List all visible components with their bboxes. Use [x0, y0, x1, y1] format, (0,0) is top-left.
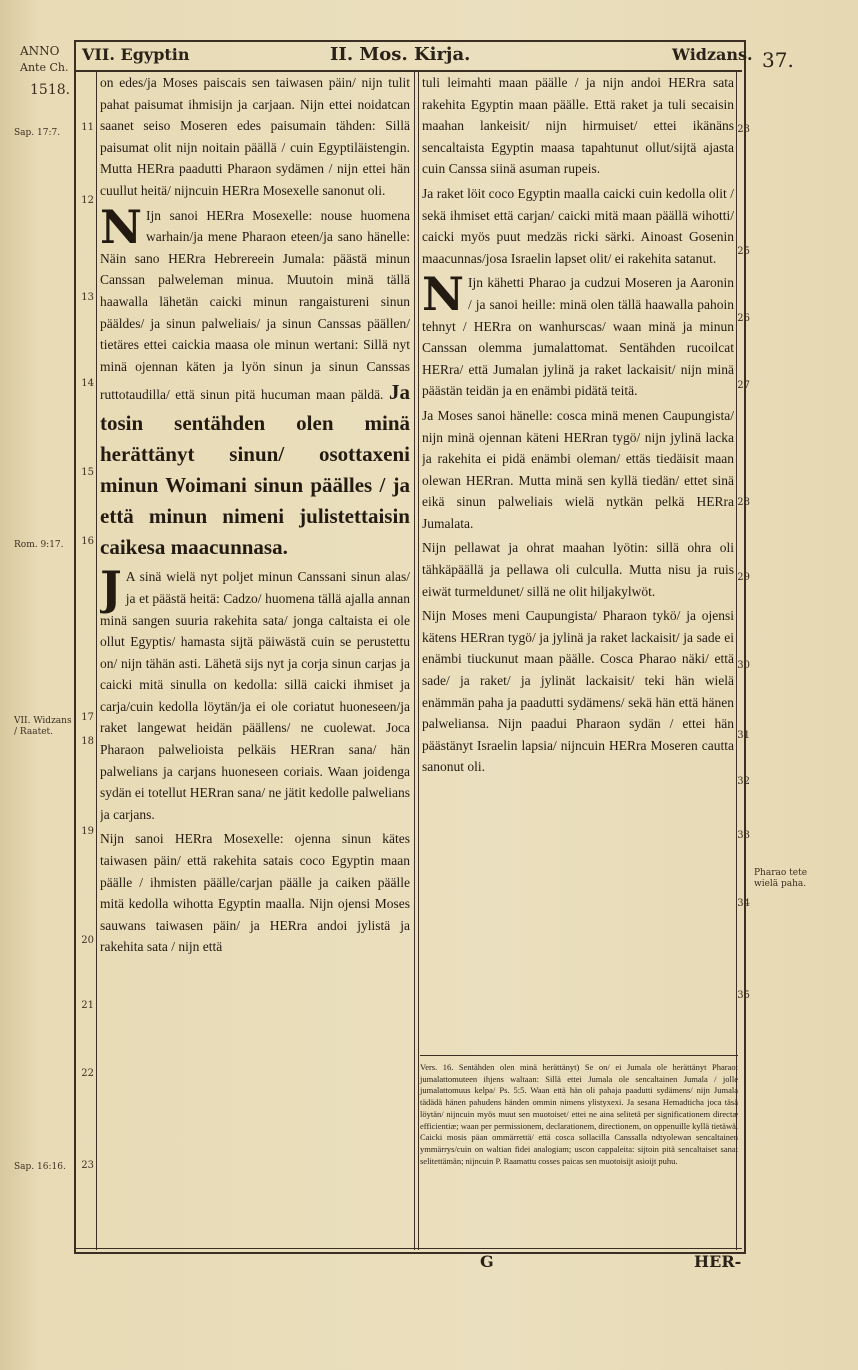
verse-number: 14	[81, 378, 94, 389]
verse-number: 30	[737, 660, 750, 671]
paragraph	[100, 561, 410, 825]
footnote-rule	[420, 1055, 738, 1056]
year-label: 1518.	[30, 82, 71, 98]
drop-cap: J	[100, 561, 122, 616]
verse-number: 20	[81, 935, 94, 946]
emphasized-verse: Ja tosin sentähden olen minä herättänyt sinun/ osottaxeni minun Woimani sinun päälles / ja että minun nimeni julistettaisin caikesa maacunnasa.	[100, 380, 410, 560]
verse-number: 15	[81, 467, 94, 478]
left-text-column	[100, 72, 410, 1242]
bottom-rule	[74, 1248, 742, 1249]
verse-number: 29	[737, 572, 750, 583]
margin-ref-pharao: Pharao tete wielä paha.	[754, 868, 808, 889]
verse-number: 16	[81, 536, 94, 547]
paragraph: tuli leimahti maan päälle / ja nijn andoi HERra sata rakehita Egyptin maan päälle. Että raket ja tuli secaisin maahan lankeisit/ nijn hirmuiset/ ettei ikänäns sencaltaista Egyptin maasa tapahtunut ollut/sijtä ajasta cuin Canssa siinä asuman rupeis.	[422, 75, 734, 177]
margin-ref-sap16: Sap. 16:16.	[14, 1162, 66, 1172]
paragraph	[100, 199, 410, 564]
paragraph: Ja Moses sanoi hänelle: cosca minä menen Caupungista/ nijn minä ojennan käteni HERran tygö/ nijn jylinä lacka ja rakehita ei pidä enämbi oleman/ ettäs tiedäisit maan olewan HERran. Mutta minä sen kyllä tiedän/ ettet sinä eikä sinun palweliais wielä nytkän pelkä HERra Jumalata.	[422, 407, 734, 531]
drop-cap: N	[422, 267, 465, 322]
column-divider	[414, 70, 415, 1250]
paragraph: Nijn Moses meni Caupungista/ Pharaon tykö/ ja ojensi kätens HERran tygö/ ja jylinä ja raket lackaisit/ ja sade ei enämbi tiuckunut maan päälle. Cosca Pharao näki/ että sade/ ja raket/ ja jylinät lackaisit/ teki hän wielä enämmän paha ja paadutti sydämens/ sekä hän että hänen palweliansa. Nijn paadui Pharaon sydän / ettei hän päästänyt Israelin lapsia/ nijncuin HERra Moseren cautta sanonut oli.	[422, 608, 734, 775]
verse-number: 26	[737, 313, 750, 324]
verse-number: 23	[81, 1160, 94, 1171]
verse-number: 23	[737, 124, 750, 135]
verse-number: 33	[737, 830, 750, 841]
verse-number: 35	[737, 990, 750, 1001]
verse-number: 13	[81, 292, 94, 303]
verse-number: 17	[81, 712, 94, 723]
running-head: Widzans.	[672, 45, 753, 64]
verse-number: 34	[737, 898, 750, 909]
ante-label: Ante Ch.	[20, 61, 69, 74]
book-title: II. Mos. Kirja.	[330, 44, 471, 65]
column-divider-inner	[418, 70, 419, 1250]
verse-number: 19	[81, 826, 94, 837]
anno-label: ANNO	[20, 44, 60, 58]
left-margin-rule	[96, 70, 97, 1250]
paragraph-text: Ijn sanoi HERra Mosexelle: nouse huomena warhain/ja mene Pharaon eteen/ja sano hänelle: Näin sano HERra Hebrereein Jumala: päästä minun Canssan palweleman minua. Muutoin minä tällä haawalla lähetän caicki minun rangaistureni sinun pääldes/ ja sinun palweliais/ ja sinun Canssas päällen/ tietäres ettei caickia maasa ole minun wertani: Sillä nyt minä ojennan käten ja lyön sinun ja sinun Canssas ruttotaudilla/ että sinun pitä hucuman maan päldä.	[100, 207, 410, 403]
verse-number: 18	[81, 736, 94, 747]
paragraph: Ja raket löit coco Egyptin maalla caicki cuin kedolla olit / sekä ihmiset että carjan/ caicki mitä maan päällä wihotti/ caicki myös puut medzäs ricki särki. Ainoast Gosenin maacunnas/josa Israelin lapset olit/ ei rakehita satanut.	[422, 185, 734, 266]
footnote: Vers. 16. Sentähden olen minä herättänyt) Se on/ ei Jumala ole herättänyt Pharaot jumalattomuteen ihjens waltaan: Sillä ettei Jumala ole sencaltainen Jumala / jolle jumalattomuus kelpa/ Ps. 5:5. Waan että hän oli pahaja paadutti sydämens/ nijn Jumala tädädä hänen pahudens händen ommin nimens ylistyxexi. Ja sesana Hemadticha joca täsä löytän/ nijncuin myös muut sen muotoiset/ ettei ne aina selitetä per significationem directæ efficientiæ; waan per permissionem, declarationem, directionem, on oppenuille kyllä tietäwä. Caicki mosis päan ommärrettä/ että cosca sollacilla Canssalla ndtyolewan sencaltainen ymmärrys/cuin on waltian fidei analogiam; uscon cappaleita: sijtoin pitä sencaltaiset sanat selitettämän; nijncuin P. Raamattu cosses paicas sen muotoisijt asioijt puhu.	[420, 1062, 738, 1166]
verse-number: 32	[737, 776, 750, 787]
signature-mark: G	[480, 1252, 494, 1271]
right-text-column	[422, 72, 734, 1052]
verse-number: 31	[737, 730, 750, 741]
paragraph	[422, 267, 734, 402]
verse-number: 27	[737, 380, 750, 391]
margin-ref-sap17: Sap. 17:7.	[14, 128, 61, 138]
drop-cap: N	[100, 199, 143, 254]
verse-number: 22	[81, 1068, 94, 1079]
verse-number: 11	[81, 122, 94, 133]
paragraph: Nijn sanoi HERra Mosexelle: ojenna sinun kätes taiwasen päin/ että rakehita satais coco Egyptin maan päälle / ihmisten päälle/carjan päälle ja caiken päälle mitä kedolla wihotta Egyptin maalla. Nijn ojensi Moses sauwans taiwasen päin/ ja HERra andoi jylistä ja rakehita sata / nijn että	[100, 831, 410, 955]
verse-number: 28	[737, 497, 750, 508]
paragraph: on edes/ja Moses paiscais sen taiwasen päin/ nijn tulit pahat paisumat ihmisijn ja carjaan. Nijn ettei noidatcan saanet seiso Moseren edes paisumain tähden: Sillä paisumat olit nijn noitain päällä / cuin Egyptiläistengin. Mutta HERra paadutti Pharaon sydämen / nijn ettei hän cuullut heitä/ nijncuin HERra Mosexelle sanonut oli.	[100, 75, 410, 198]
paragraph-text: Ijn kähetti Pharao ja cudzui Moseren ja Aaronin / ja sanoi heille: minä olen tällä haawalla pahoin tehnyt / HERra on wanhurscas/ waan minä ja minun Canssan olemma jumalattomat. Sentähden rucoilcat HERra/ että Jumalan jylinä ja raket lackaisit/ nijn minä päästän teidän ja en enämbi pidätä teitä.	[422, 275, 734, 399]
paragraph-text: A sinä wielä nyt poljet minun Canssani sinun alas/ ja et päästä heitä: Cadzo/ huomena tällä ajalla annan minä sangen suuria rakehita sata/ jonga caltaista ei ole ollut Egyptis/ hamasta sijtä päiwästä cuin se perustettu on/ nijn tähän asti. Lähetä sijs nyt ja corja sinun carjas ja caicki mitä sinulla on kedolla: sillä caicki ihmiset ja carja/cuin kedolla löytän/ja ei ole coriatut huoneseen/ja raket langewat heidän päällens/ ne cuolewat. Joca Pharaon palwelioista pelkäis HERran sana/ hän palwelians ja carjans huoneseen coriais. Waan joidenga sydän ei totellut HERran sana/ ne jätit kedolle palwelians ja carjans.	[100, 569, 410, 822]
verse-number: 12	[81, 195, 94, 206]
chapter-heading: VII. Egyptin	[82, 45, 190, 64]
page-number: 37.	[762, 48, 794, 72]
margin-ref-vii: VII. Widzans / Raatet.	[14, 716, 72, 737]
verse-number: 21	[81, 1000, 94, 1011]
catchword: HER-	[694, 1252, 742, 1271]
paragraph: Nijn pellawat ja ohrat maahan lyötin: sillä ohra oli tähkäpäällä ja pellawa oli culculla. Mutta nisu ja ruis eiwät turmeldunet/ sillä ne olit hiljakylwöt.	[422, 540, 734, 599]
verse-number: 25	[737, 246, 750, 257]
margin-ref-rom9: Rom. 9:17.	[14, 540, 64, 550]
